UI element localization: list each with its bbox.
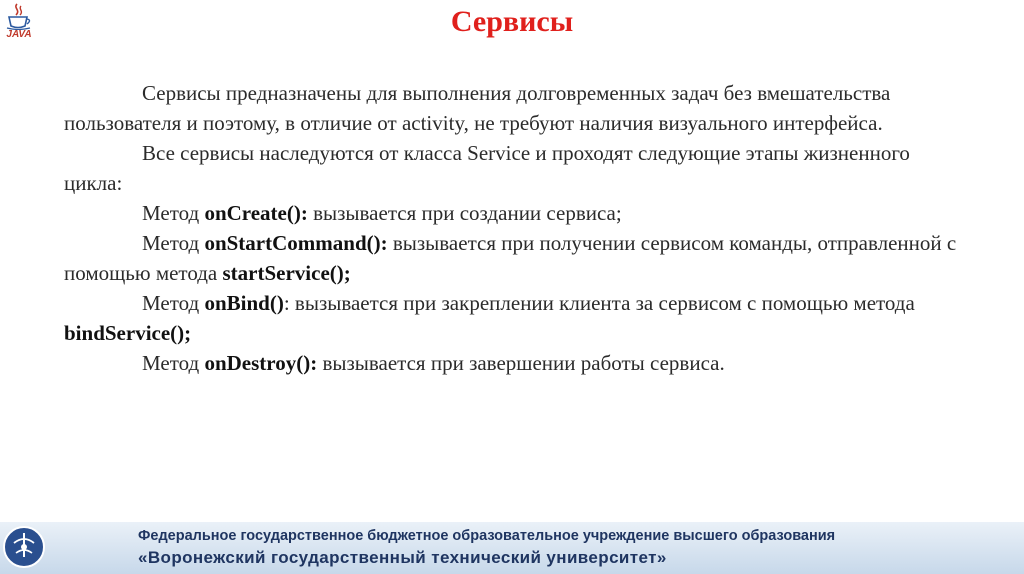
- body-paragraph: [64, 288, 964, 348]
- paragraph-text: Метод: [142, 351, 205, 375]
- method-name: onBind(): [204, 291, 284, 315]
- footer-university-name: «Воронежский государственный технический университет»: [138, 548, 667, 567]
- paragraph-text: : вызывается при закреплении клиента за сервисом с помощью метода: [283, 291, 915, 315]
- paragraph-text: Все сервисы наследуются от класса Service и проходят следующие этапы жизненного цикла:: [64, 141, 910, 195]
- paragraph-text: вызывается при создании сервиса;: [307, 201, 622, 225]
- body-paragraph: [64, 138, 964, 198]
- body-paragraph: [64, 198, 964, 228]
- body-paragraph: [64, 348, 964, 378]
- slide-body: [64, 78, 964, 378]
- paragraph-text: Метод: [142, 201, 205, 225]
- method-name: startService();: [222, 261, 351, 285]
- method-name: onStartCommand():: [204, 231, 388, 255]
- paragraph-text: Сервисы предназначены для выполнения долговременных задач без вмешательства пользователя и поэтому, в отличие от activity, не требуют наличия визуального интерфейса.: [64, 81, 891, 135]
- method-name: onDestroy():: [204, 351, 318, 375]
- paragraph-text: Метод: [142, 291, 205, 315]
- java-logo-text: JAVA: [6, 29, 32, 40]
- paragraph-text: вызывается при завершении работы сервиса.: [317, 351, 725, 375]
- university-emblem-icon: [2, 523, 46, 571]
- footer-bar: [0, 522, 1024, 574]
- paragraph-text: Метод: [142, 231, 205, 255]
- body-paragraph: [64, 228, 964, 288]
- paragraph-text: вызывается при получении сервисом команды, отправленной с помощью метода: [64, 231, 957, 285]
- slide-title: Сервисы: [450, 5, 574, 38]
- method-name: onCreate():: [204, 201, 308, 225]
- method-name: bindService();: [64, 321, 192, 345]
- body-paragraph: [64, 78, 964, 138]
- footer-institution-line: Федеральное государственное бюджетное образовательное учреждение высшего образования: [138, 528, 836, 544]
